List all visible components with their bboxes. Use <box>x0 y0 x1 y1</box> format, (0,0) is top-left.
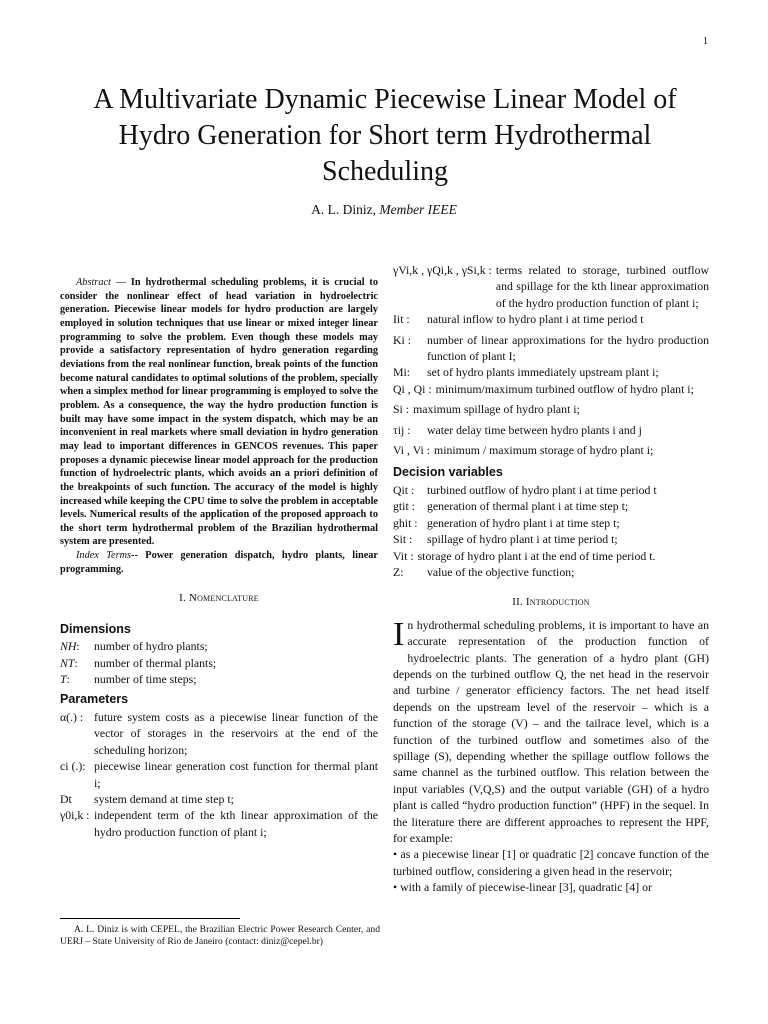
list-item <box>60 709 378 758</box>
right-column <box>393 262 709 896</box>
description: storage of hydro plant i at the end of time period t. <box>417 548 656 563</box>
paper-title: A Multivariate Dynamic Piecewise Linear Model of Hydro Generation for Short term Hydrothermal Scheduling <box>93 84 677 187</box>
dimensions-list <box>60 638 378 687</box>
symbol: Iit : <box>393 312 410 327</box>
bullet-text: with a family of piecewise-linear [3], quadratic [4] or <box>400 880 652 895</box>
section-number: I. <box>179 592 186 605</box>
decision-variables-list <box>393 482 709 548</box>
symbol: Sit : <box>393 532 413 547</box>
list-item <box>60 758 378 791</box>
section-heading-nomenclature <box>60 590 378 606</box>
dimensions-heading: Dimensions <box>60 621 131 636</box>
footnote-rule <box>60 918 240 919</box>
author-name: A. L. Diniz, <box>311 202 380 217</box>
decision-variables-heading: Decision variables <box>393 465 503 480</box>
list-item <box>393 482 709 498</box>
list-item <box>393 531 709 547</box>
description: spillage of hydro plant i at time period t; <box>427 532 618 547</box>
description: generation of thermal plant i at time step t; <box>427 499 629 514</box>
symbol: γVi,k , γQi,k , γSi,k : <box>393 263 492 277</box>
description: terms related to storage, turbined outflow and spillage for the kth linear approximation of the hydro production function of plant i; <box>495 263 709 310</box>
description: number of linear approximations for the hydro production function of plant I; <box>427 332 709 364</box>
section-title: Nomenclature <box>188 592 259 605</box>
description: minimum/maximum turbined outflow of hydro plant i; <box>435 381 694 396</box>
symbol: NT: <box>60 655 78 670</box>
symbol: Vit : <box>393 548 414 563</box>
page-number: 1 <box>703 36 708 47</box>
description: turbined outflow of hydro plant i at time period t <box>427 482 657 497</box>
list-item: • with a family of piecewise-linear [3], quadratic [4] or <box>393 880 652 895</box>
abstract-dash: — <box>110 277 131 288</box>
description: piecewise linear generation cost function for thermal plant i; <box>94 759 378 790</box>
parameters-heading: Parameters <box>60 692 129 707</box>
description: water delay time between hydro plants i and j <box>427 422 642 437</box>
description: independent term of the kth linear approximation of the hydro production function of plant i; <box>94 808 378 839</box>
description: maximum spillage of hydro plant i; <box>413 402 580 417</box>
description: number of thermal plants; <box>94 655 217 670</box>
list-item <box>393 422 709 438</box>
footnote: A. L. Diniz is with CEPEL, the Brazilian Electric Power Research Center, and UERJ – State University of Rio de Janeiro (contact: diniz@cepel.br) <box>60 924 380 948</box>
list-item <box>393 364 709 380</box>
author-membership: Member IEEE <box>379 202 457 217</box>
symbol: Z: <box>393 564 404 579</box>
introduction-paragraph <box>393 617 709 847</box>
index-terms <box>60 549 378 576</box>
symbol: Vi , Vi : <box>393 443 431 458</box>
description: minimum / maximum storage of hydro plant i; <box>434 443 654 458</box>
list-item <box>393 332 709 365</box>
description: future system costs as a piecewise linear function of the vector of storages in the reservoirs at the end of the scheduling horizon; <box>94 709 378 757</box>
list-item <box>393 442 709 458</box>
list-item <box>393 311 709 327</box>
list-item <box>393 262 709 311</box>
abstract <box>60 276 378 549</box>
abstract-label: Abstract <box>76 277 111 288</box>
symbol: Ki : <box>393 332 412 347</box>
symbol: Mi: <box>393 365 411 380</box>
list-item <box>60 638 378 654</box>
parameters-list <box>60 709 378 840</box>
description: generation of hydro plant i at time step t; <box>427 515 620 530</box>
drop-cap: I <box>393 615 405 653</box>
symbol: τij : <box>393 422 411 437</box>
symbol: Qi , Qi : <box>393 381 432 396</box>
list-item <box>60 807 378 840</box>
bullet-text: as a piecewise linear [1] or quadratic [2] concave function of the turbined outflow, considering a given head in the reservoir; <box>393 847 709 878</box>
description: number of hydro plants; <box>94 639 208 654</box>
abstract-text: In hydrothermal scheduling problems, it is crucial to consider the nonlinear effect of head variation in hydroelectric generation. Piecewise linear models for hydro production are largely employed in solution techniques that use linear or mixed integer linear programming to solve the problem. Even though these models may provide a satisfactory representation of hydro generation regarding deviations from the real nonlinear function, break points of the function become natural candidates to optimal solutions of the problem, specially when a simplex method for linear programming is employed to solve the problem. As a consequence, the way the hydro production function is built may have some impact in the system dispatch, which may be an inconvenient in real markets where small deviation in hydro generation may lead to important differences in GENCOS revenues. This paper proposes a dynamic piecewise linear model approach for the production function of hydroelectric plants, which avoids an a priori definition of the breakpoints of such function. The accuracy of the model is highly increased while keeping the CPU time to solve the problem in acceptable levels. Numerical results of the application of the proposed approach to the short term hydrothermal problem of the Brazilian hydrothermal system are presented. <box>60 277 378 548</box>
description: system demand at time step t; <box>94 791 234 806</box>
list-item <box>60 655 378 671</box>
symbol: NH: <box>60 639 80 654</box>
symbol: ci (.): <box>60 759 86 774</box>
description: value of the objective function; <box>427 564 575 579</box>
list-item <box>393 564 709 580</box>
symbol: ghit : <box>393 515 418 530</box>
list-item <box>393 548 709 564</box>
symbol: gtit : <box>393 499 415 514</box>
description: natural inflow to hydro plant i at time period t <box>427 312 644 327</box>
symbol: α(.) : <box>60 709 84 724</box>
list-item: • as a piecewise linear [1] or quadratic [2] concave function of the turbined outflow, considering a given head in the reservoir; <box>393 847 709 878</box>
index-terms-label: Index Terms <box>76 550 132 562</box>
section-title: Introduction <box>525 596 590 609</box>
list-item <box>393 381 709 397</box>
symbol: Si : <box>393 402 410 417</box>
list-item <box>60 791 378 807</box>
description: set of hydro plants immediately upstream plant i; <box>427 365 659 380</box>
section-heading-introduction <box>393 594 709 610</box>
list-item <box>60 671 378 687</box>
list-item <box>393 498 709 514</box>
description: number of time steps; <box>94 672 197 687</box>
list-item <box>393 401 709 417</box>
author-line <box>0 202 768 218</box>
section-number: II. <box>512 596 523 609</box>
index-terms-text: -- Power generation dispatch, hydro plants, linear programming. <box>60 550 378 575</box>
symbol: γ0i,k : <box>60 808 90 823</box>
list-item <box>393 515 709 531</box>
symbol: T: <box>60 672 70 687</box>
symbol: Qit : <box>393 482 415 497</box>
left-column <box>60 262 378 840</box>
introduction-text: n hydrothermal scheduling problems, it is important to have an accurate representation of the production function of hydroelectric plants. The generation of a hydro plant (GH) depends on the turbined outflow Q, the net head in the reservoir and turbine / generator efficiency factors. The net head itself depends on the upstream level of the reservoir – which is a function of the storage (V) – and the tailrace level, which is a function of the turbined outflow and sometimes also of the spillage (S), depending whether the spillage outflow follows the same channel as the turbined outflow. This relation between the input variables (V,Q,S) and the output variable (GH) of a hydro plant is called “hydro production function” (HPF) in the sequel. In the literature there are different approaches to represent the HPF, for example: <box>393 617 709 845</box>
symbol: Dt <box>60 791 72 806</box>
